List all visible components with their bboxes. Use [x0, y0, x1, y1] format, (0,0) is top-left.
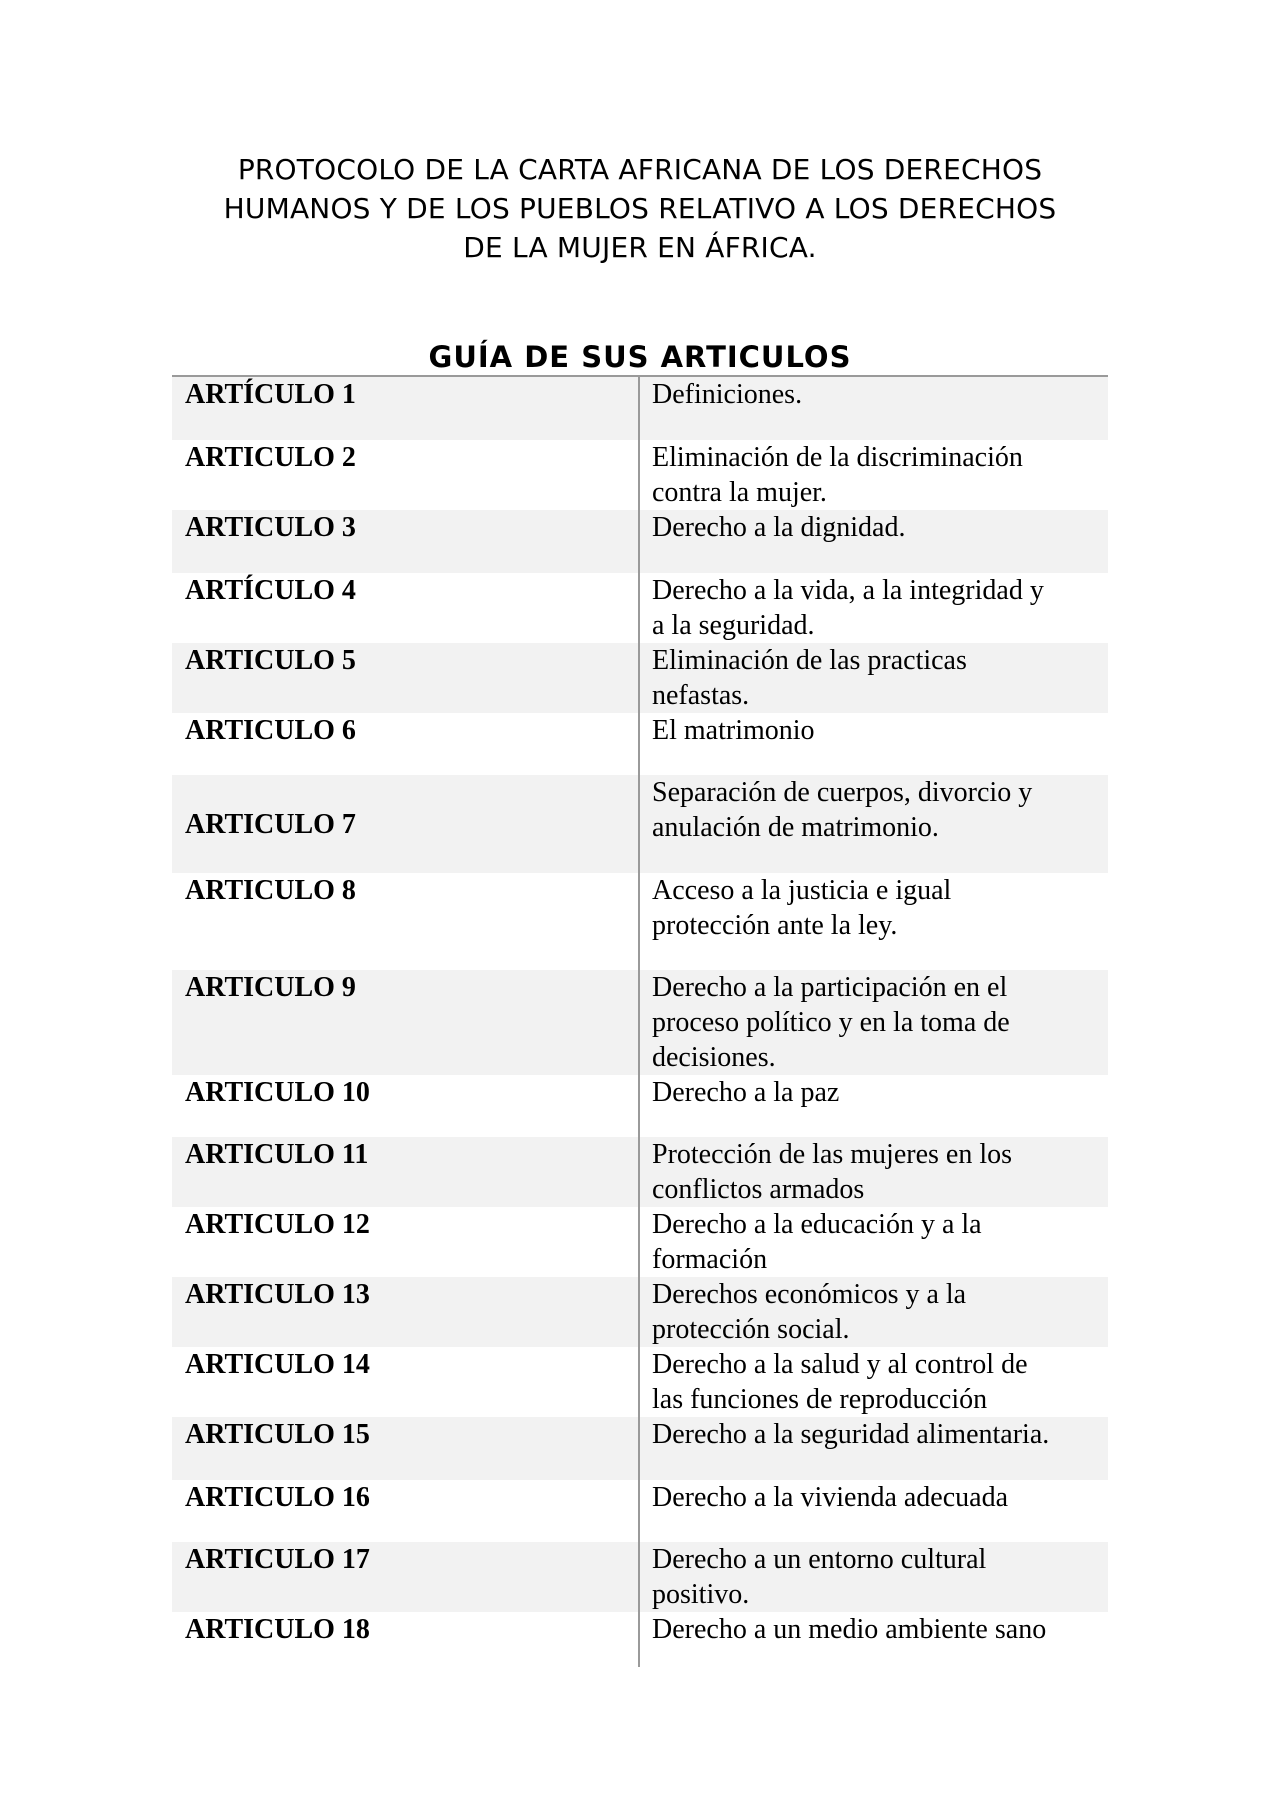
title-line: DE LA MUJER EN ÁFRICA. — [463, 231, 817, 264]
article-label: ARTICULO 10 — [185, 1077, 370, 1108]
table-row — [172, 510, 1108, 573]
table-row — [172, 573, 1108, 643]
table-row — [172, 873, 1108, 970]
article-label: ARTICULO 12 — [185, 1209, 370, 1240]
title-line: PROTOCOLO DE LA CARTA AFRICANA DE LOS DERECHOS — [237, 153, 1043, 186]
document-title — [170, 150, 1110, 267]
article-description: Separación de cuerpos, divorcio y anulación de matrimonio. — [652, 777, 1033, 843]
title-line: HUMANOS Y DE LOS PUEBLOS RELATIVO A LOS DERECHOS — [223, 192, 1057, 225]
table-row — [172, 1207, 1108, 1277]
article-label: ARTICULO 16 — [185, 1482, 370, 1513]
article-label: ARTICULO 6 — [185, 715, 356, 746]
article-label: ARTICULO 11 — [185, 1139, 369, 1170]
article-description: Eliminación de las practicas nefastas. — [652, 645, 967, 711]
articles-table — [172, 377, 1108, 1672]
table-row — [172, 1347, 1108, 1417]
column-divider — [638, 377, 640, 1667]
table-row — [172, 1542, 1108, 1612]
table-row — [172, 643, 1108, 713]
article-label: ARTICULO 18 — [185, 1614, 370, 1645]
article-description: Derecho a un medio ambiente sano — [652, 1614, 1047, 1645]
article-label: ARTICULO 9 — [185, 972, 356, 1003]
article-description: Derecho a la vida, a la integridad y a la seguridad. — [652, 575, 1044, 641]
article-description: Definiciones. — [652, 379, 803, 410]
article-description: Protección de las mujeres en los conflictos armados — [652, 1139, 1013, 1205]
table-row — [172, 440, 1108, 510]
table-row — [172, 1277, 1108, 1347]
table-row — [172, 775, 1108, 873]
article-description: Derecho a la seguridad alimentaria. — [652, 1419, 1050, 1450]
article-description: Eliminación de la discriminación contra la mujer. — [652, 442, 1023, 508]
table-row — [172, 1075, 1108, 1137]
article-label: ARTICULO 7 — [185, 808, 356, 840]
article-description: Derecho a la salud y al control de las funciones de reproducción — [652, 1349, 1028, 1415]
article-label: ARTICULO 17 — [185, 1544, 370, 1575]
article-label: ARTÍCULO 4 — [185, 575, 356, 606]
table-row — [172, 1480, 1108, 1542]
article-label: ARTICULO 8 — [185, 875, 356, 906]
article-description: El matrimonio — [652, 715, 815, 746]
table-row — [172, 1417, 1108, 1480]
table-row — [172, 970, 1108, 1075]
article-label: ARTÍCULO 1 — [185, 379, 356, 410]
table-row — [172, 713, 1108, 775]
article-description: Derecho a la educación y a la formación — [652, 1209, 982, 1275]
article-label: ARTICULO 13 — [185, 1279, 370, 1310]
table-row — [172, 1612, 1108, 1672]
article-description: Derecho a la dignidad. — [652, 512, 906, 543]
article-description: Derecho a la participación en el proceso político y en la toma de decisiones. — [652, 972, 1010, 1073]
article-description: Derecho a la paz — [652, 1077, 840, 1108]
table-row — [172, 1137, 1108, 1207]
article-description: Derechos económicos y a la protección social. — [652, 1279, 967, 1345]
article-label: ARTICULO 14 — [185, 1349, 370, 1380]
article-label: ARTICULO 3 — [185, 512, 356, 543]
table-row — [172, 377, 1108, 440]
guide-heading: GUÍA DE SUS ARTICULOS — [428, 340, 852, 374]
article-label: ARTICULO 5 — [185, 645, 356, 676]
article-label: ARTICULO 2 — [185, 442, 356, 473]
article-description: Derecho a un entorno cultural positivo. — [652, 1544, 987, 1610]
article-label: ARTICULO 15 — [185, 1419, 370, 1450]
article-description: Derecho a la vivienda adecuada — [652, 1482, 1009, 1513]
article-description: Acceso a la justicia e igual protección ante la ley. — [652, 875, 952, 941]
